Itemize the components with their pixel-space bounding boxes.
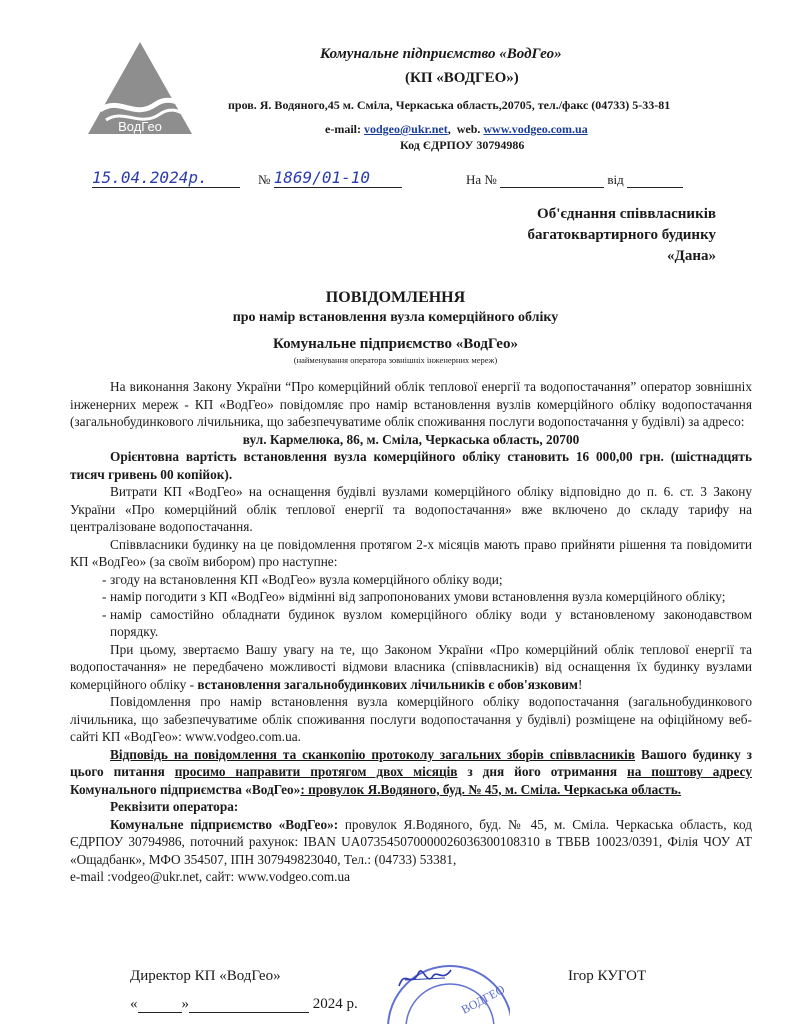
recipient-line: Об'єднання співвласників — [537, 206, 716, 222]
paragraph-expenses: Витрати КП «ВодГео» на оснащення будівлі вузлами комерційного обліку відповідно до п. 6. ст. 3 Закону України «Про комерційний облік теплової енергії та водопостачання» вже включено до складу тарифу на централізоване водопостачання. — [70, 484, 752, 534]
list-item: - згоду на встановлення КП «ВодГео» вузла комерційного обліку води; — [102, 571, 503, 587]
registration-number: 1869/01-10 — [274, 168, 402, 188]
paragraph-obligation: При цьому, звертаємо Вашу увагу на те, що Законом України «Про комерційний облік теплової енергії та водопостачання» не передбачено можливості відмови власника (співвласників) від оснащення їх будинку вузлами комерційного обліку - встановлення загальнобудинкових лічильників є обов'язковим! — [70, 641, 752, 692]
registration-number-field — [258, 168, 402, 188]
paragraph-intro: На виконання Закону України “Про комерційний облік теплової енергії та водопостачання” оператор зовнішніх інженерних мереж - КП «ВодГео» повідомляє про намір встановлення вузлів комерційного обліку водопостачання (загальнобудинкового лічильника, що забезпечуватиме облік споживання послуги водопостачання у будівлі) за адресо: — [70, 379, 752, 429]
director-position: Директор КП «ВодГео» — [130, 968, 281, 984]
cost-paragraph: Орієнтовна вартість встановлення вузла комерційного обліку становить 16 000,00 грн. (шістнадцять тисяч гривень 00 копійок). — [70, 449, 752, 482]
requisites-title: Реквізити оператора: — [110, 799, 239, 814]
requisites-text: Комунальне підприємство «ВодГео»: провулок Я.Водяного, буд. № 45, м. Сміла. Черкаська область, код ЄДРПОУ 30794986, поточний рахунок: IBAN UA073545070000026036300108310 в ТВБВ 10023/0391, Філія ЧОУ АТ «Ощадбанк», МФО 354507, ІПН 307949823040, Тел.: (04733) 53381, — [70, 816, 752, 867]
number-label: № — [258, 172, 271, 187]
requisites-contacts: e-mail :vodgeo@ukr.net, сайт: www.vodgeo.com.ua — [70, 869, 350, 884]
registration-date: 15.04.2024р. — [92, 168, 240, 188]
logo-text: ВодГео — [118, 119, 162, 134]
reference-number-blank — [500, 173, 604, 188]
reference-from-label: від — [607, 172, 624, 187]
signature-date: « » 2024 р. — [130, 996, 358, 1012]
reference-date-blank — [627, 173, 683, 188]
object-address: вул. Кармелюка, 86, м. Сміла, Черкаська область, 20700 — [242, 431, 580, 447]
recipient-block — [420, 204, 716, 267]
notice-title: ПОВІДОМЛЕННЯ — [325, 289, 466, 306]
email-label: e-mail: — [325, 122, 361, 136]
registration-date-field — [92, 168, 240, 188]
email-link[interactable]: vodgeo@ukr.net — [363, 122, 448, 136]
obligation-bold: встановлення загальнобудинкових лічильників є обов'язковим — [197, 676, 578, 692]
reference-field — [466, 172, 683, 188]
org-name: Комунальне підприємство «ВодГео» — [320, 46, 562, 62]
company-logo — [86, 40, 194, 140]
operator-caption: (найменування оператора зовнішніх інженерних мереж) — [293, 355, 498, 365]
list-item: - намір погодити з КП «ВодГео» відмінні від запропонованих умови встановлення вузла комерційного обліку; — [102, 589, 726, 604]
web-label: web. — [456, 122, 481, 136]
director-signature — [395, 964, 455, 994]
notice-subtitle: про намір встановлення вузла комерційного обліку — [232, 310, 559, 325]
paragraph-response-request: Відповідь на повідомлення та сканкопію протоколу загальних зборів співвласників Вашого будинку з цього питання просимо направити протягом двох місяців з дня його отримання на поштову адресу Комунального підприємства «ВодГео»: провулок Я.Водяного, буд. № 45, м. Сміла. Черкаська область. — [70, 746, 752, 797]
recipient-line: багатоквартирного будинку — [527, 227, 716, 243]
notice-body — [70, 378, 752, 886]
director-name: Ігор КУГОТ — [568, 968, 647, 984]
paragraph-rights: Співвласники будинку на це повідомлення протягом 2-х місяців мають право прийняти рішення та повідомити КП «ВодГео» (за своїм вибором) про наступне: — [70, 536, 752, 569]
org-code: Код ЄДРПОУ 30794986 — [400, 138, 525, 152]
org-contacts: e-mail: vodgeo@ukr.net, web. www.vodgeo.com.ua — [325, 122, 588, 136]
paragraph-publication: Повідомлення про намір встановлення вузла комерційного обліку водопостачання (загальнобудинкового лічильника, що забезпечуватиме облік споживання послуги водопостачання у будівлі) розміщене на офіційному веб-сайті КП «ВодГео»: www.vodgeo.com.ua. — [70, 694, 752, 744]
operator-name: Комунальне підприємство «ВодГео» — [273, 336, 518, 352]
stamp-text: ВОДГЕО — [458, 982, 508, 1017]
org-short-name: (КП «ВОДГЕО») — [405, 70, 519, 86]
org-address: пров. Я. Водяного,45 м. Сміла, Черкаська область,20705, тел./факс (04733) 5-33-81 — [228, 98, 671, 112]
reference-label: На № — [466, 172, 497, 187]
signature-year: 2024 р. — [312, 996, 358, 1012]
recipient-line: «Дана» — [667, 248, 716, 264]
list-item: - намір самостійно обладнати будинок вузлом комерційного обліку води у встановленому законодавством порядку. — [102, 606, 752, 639]
website-link[interactable]: www.vodgeo.com.ua — [483, 122, 588, 136]
